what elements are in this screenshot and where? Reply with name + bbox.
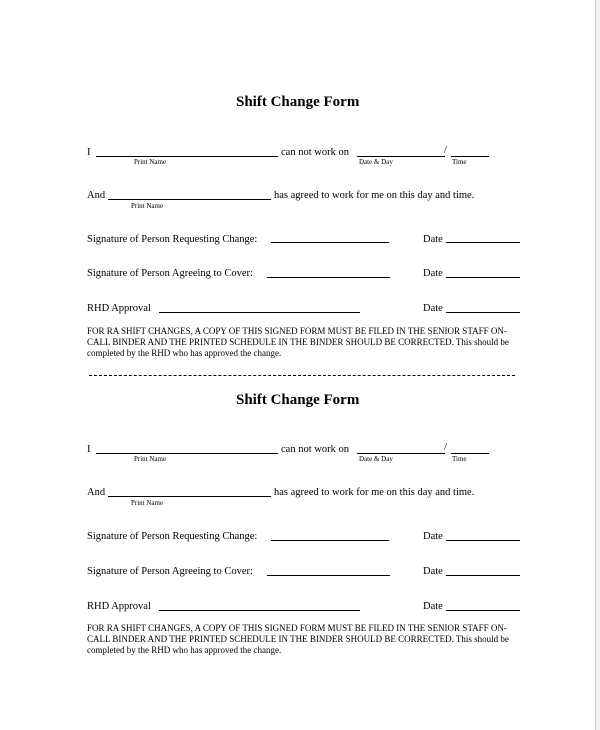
can-not-work-on-label: can not work on [281, 147, 349, 158]
form-title: Shift Change Form [236, 392, 360, 408]
date-line[interactable] [446, 575, 520, 576]
date-label: Date [423, 601, 443, 612]
slash-separator: / [444, 145, 447, 156]
sig-requesting-line[interactable] [271, 242, 389, 243]
time-caption: Time [452, 455, 467, 463]
slash-separator: / [444, 442, 447, 453]
rhd-approval-label: RHD Approval [87, 601, 151, 612]
print-name-line[interactable] [108, 199, 271, 200]
date-day-line[interactable] [357, 453, 445, 454]
print-name-line[interactable] [96, 156, 278, 157]
sig-requesting-line[interactable] [271, 540, 389, 541]
print-name-line[interactable] [96, 453, 278, 454]
time-line[interactable] [451, 156, 489, 157]
agreed-text: has agreed to work for me on this day and time. [274, 190, 475, 201]
date-line[interactable] [446, 277, 520, 278]
sig-agreeing-label: Signature of Person Agreeing to Cover: [87, 566, 253, 577]
form-title: Shift Change Form [236, 94, 360, 110]
time-line[interactable] [451, 453, 489, 454]
rhd-approval-line[interactable] [159, 312, 360, 313]
date-day-line[interactable] [357, 156, 445, 157]
date-line[interactable] [446, 610, 520, 611]
and-label: And [87, 190, 106, 201]
i-label: I [87, 444, 91, 455]
cut-divider [89, 375, 515, 376]
sig-agreeing-label: Signature of Person Agreeing to Cover: [87, 268, 253, 279]
date-day-caption: Date & Day [359, 158, 393, 166]
sig-agreeing-line[interactable] [267, 575, 390, 576]
time-caption: Time [452, 158, 467, 166]
print-name-caption: Print Name [131, 202, 164, 210]
rhd-approval-label: RHD Approval [87, 303, 151, 314]
date-label: Date [423, 234, 443, 245]
date-line[interactable] [446, 312, 520, 313]
print-name-caption: Print Name [134, 455, 167, 463]
date-label: Date [423, 531, 443, 542]
rhd-approval-line[interactable] [159, 610, 360, 611]
date-line[interactable] [446, 540, 520, 541]
print-name-caption: Print Name [134, 158, 167, 166]
notice-text: FOR RA SHIFT CHANGES, A COPY OF THIS SIGNED FORM MUST BE FILED IN THE SENIOR STAFF ON-CALL BINDER AND THE PRINTED SCHEDULE IN THE BINDER SHOULD BE CORRECTED. This should be completed by the RHD who has approved the change. [87, 623, 509, 655]
date-label: Date [423, 566, 443, 577]
can-not-work-on-label: can not work on [281, 444, 349, 455]
and-label: And [87, 487, 106, 498]
notice-text: FOR RA SHIFT CHANGES, A COPY OF THIS SIGNED FORM MUST BE FILED IN THE SENIOR STAFF ON-CALL BINDER AND THE PRINTED SCHEDULE IN THE BINDER SHOULD BE CORRECTED. This should be completed by the RHD who has approved the change. [87, 326, 509, 358]
date-day-caption: Date & Day [359, 455, 393, 463]
date-label: Date [423, 268, 443, 279]
i-label: I [87, 147, 91, 158]
print-name-line[interactable] [108, 496, 271, 497]
sig-agreeing-line[interactable] [267, 277, 390, 278]
sig-requesting-label: Signature of Person Requesting Change: [87, 234, 258, 245]
print-name-caption: Print Name [131, 499, 164, 507]
date-label: Date [423, 303, 443, 314]
date-line[interactable] [446, 242, 520, 243]
agreed-text: has agreed to work for me on this day and time. [274, 487, 475, 498]
sig-requesting-label: Signature of Person Requesting Change: [87, 531, 258, 542]
